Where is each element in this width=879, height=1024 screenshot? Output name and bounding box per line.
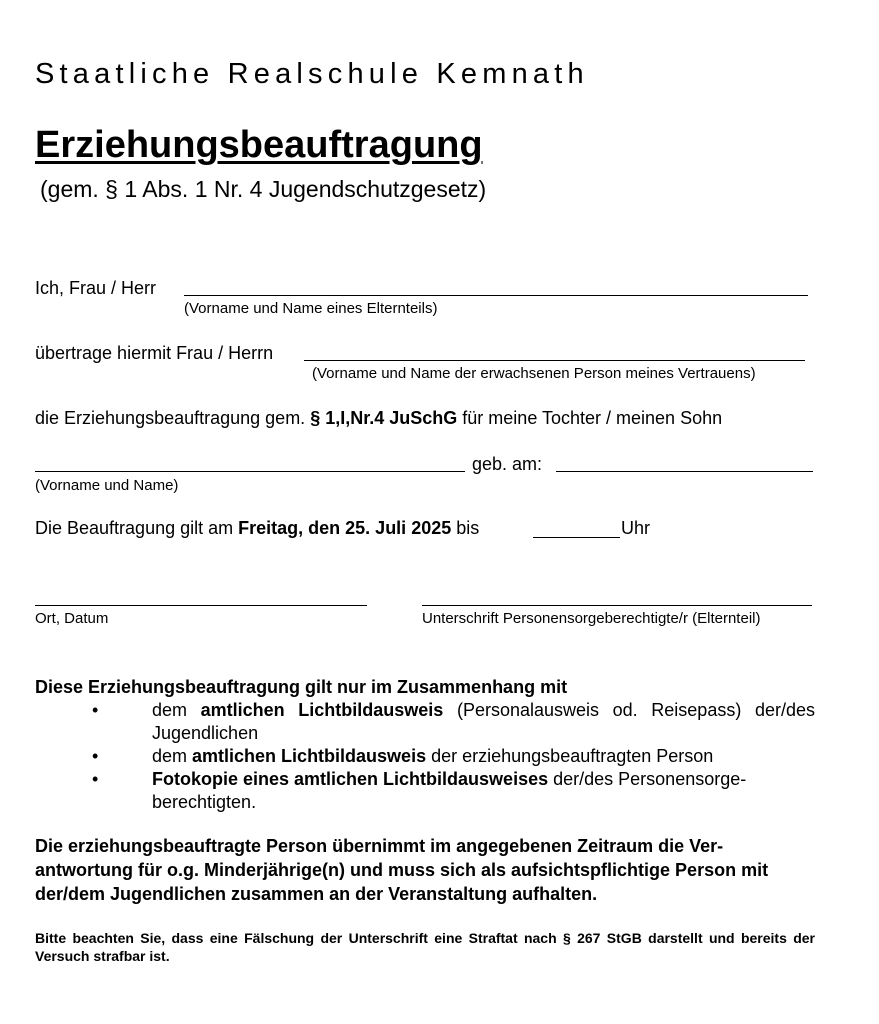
place-date-field[interactable] <box>35 605 367 606</box>
parent-hint: (Vorname und Name eines Elternteils) <box>184 300 438 317</box>
requirement-pre: dem <box>152 746 188 766</box>
clause-law: § 1,I,Nr.4 JuSchG <box>310 408 458 428</box>
place-date-label: Ort, Datum <box>35 610 109 627</box>
validity-time-unit: Uhr <box>621 518 651 538</box>
requirement-item <box>35 745 815 768</box>
requirement-post: der erziehungsbeauftragten Person <box>431 746 714 766</box>
child-name-field[interactable] <box>35 471 465 472</box>
clause-prefix: die Erziehungsbeauftragung gem. <box>35 408 306 428</box>
validity-prefix: Die Beauftragung gilt am <box>35 518 234 538</box>
validity-until: bis <box>456 518 480 538</box>
validity-line <box>35 518 479 539</box>
clause-line <box>35 408 722 429</box>
validity-date: Freitag, den 25. Juli 2025 <box>238 518 452 538</box>
responsibility-text: Die erziehungsbeauftragte Person übernimmt im angegebenen Zeitraum die Ver-antwortung für o.g. Minderjährige(n) und muss sich als aufsichtspflichtige Person mit der/dem Jugendlichen zusammen an der Veranstaltung aufhalten. <box>35 836 769 904</box>
requirement-post: der/des Personensorge-berechtigten. <box>152 769 747 812</box>
legal-note: Bitte beachten Sie, dass eine Fälschung der Unterschrift eine Straftat nach § 267 StGB darstellt und bereits der Versuch strafbar ist. <box>35 930 815 964</box>
school-name: Staatliche Realschule Kemnath <box>35 58 589 90</box>
requirement-pre: dem <box>152 700 188 720</box>
bullet-icon: • <box>92 746 99 766</box>
requirement-item <box>35 699 815 745</box>
requirements-heading: Diese Erziehungsbeauftragung gilt nur im Zusammenhang mit <box>35 677 568 697</box>
parent-name-field[interactable] <box>184 295 808 296</box>
requirements-section <box>35 676 815 814</box>
child-hint: (Vorname und Name) <box>35 477 179 494</box>
validity-time-field[interactable] <box>533 537 620 538</box>
document-title: Erziehungsbeauftragung <box>35 124 483 166</box>
bullet-icon: • <box>92 769 99 789</box>
document-subtitle: (gem. § 1 Abs. 1 Nr. 4 Jugendschutzgesetz) <box>40 176 487 202</box>
requirement-item <box>35 768 815 814</box>
signature-label: Unterschrift Personensorgeberechtigte/r (Elternteil) <box>422 610 761 627</box>
birth-date-field[interactable] <box>556 471 813 472</box>
clause-suffix: für meine Tochter / meinen Sohn <box>462 408 723 428</box>
assign-label: übertrage hiermit Frau / Herrn <box>35 343 274 363</box>
signature-field[interactable] <box>422 605 812 606</box>
requirement-bold: amtlichen Lichtbildausweis <box>200 700 444 720</box>
parent-label: Ich, Frau / Herr <box>35 278 157 298</box>
born-label: geb. am: <box>472 454 543 474</box>
requirement-bold: Fotokopie eines amtlichen Lichtbildausweises <box>152 769 549 789</box>
bullet-icon: • <box>92 700 99 720</box>
requirement-bold: amtlichen Lichtbildausweis <box>192 746 427 766</box>
requirement-post: (Personalausweis od. Reisepass) der/des Jugendlichen <box>152 700 815 743</box>
assign-hint: (Vorname und Name der erwachsenen Person meines Vertrauens) <box>312 365 756 382</box>
trusted-person-field[interactable] <box>304 360 805 361</box>
